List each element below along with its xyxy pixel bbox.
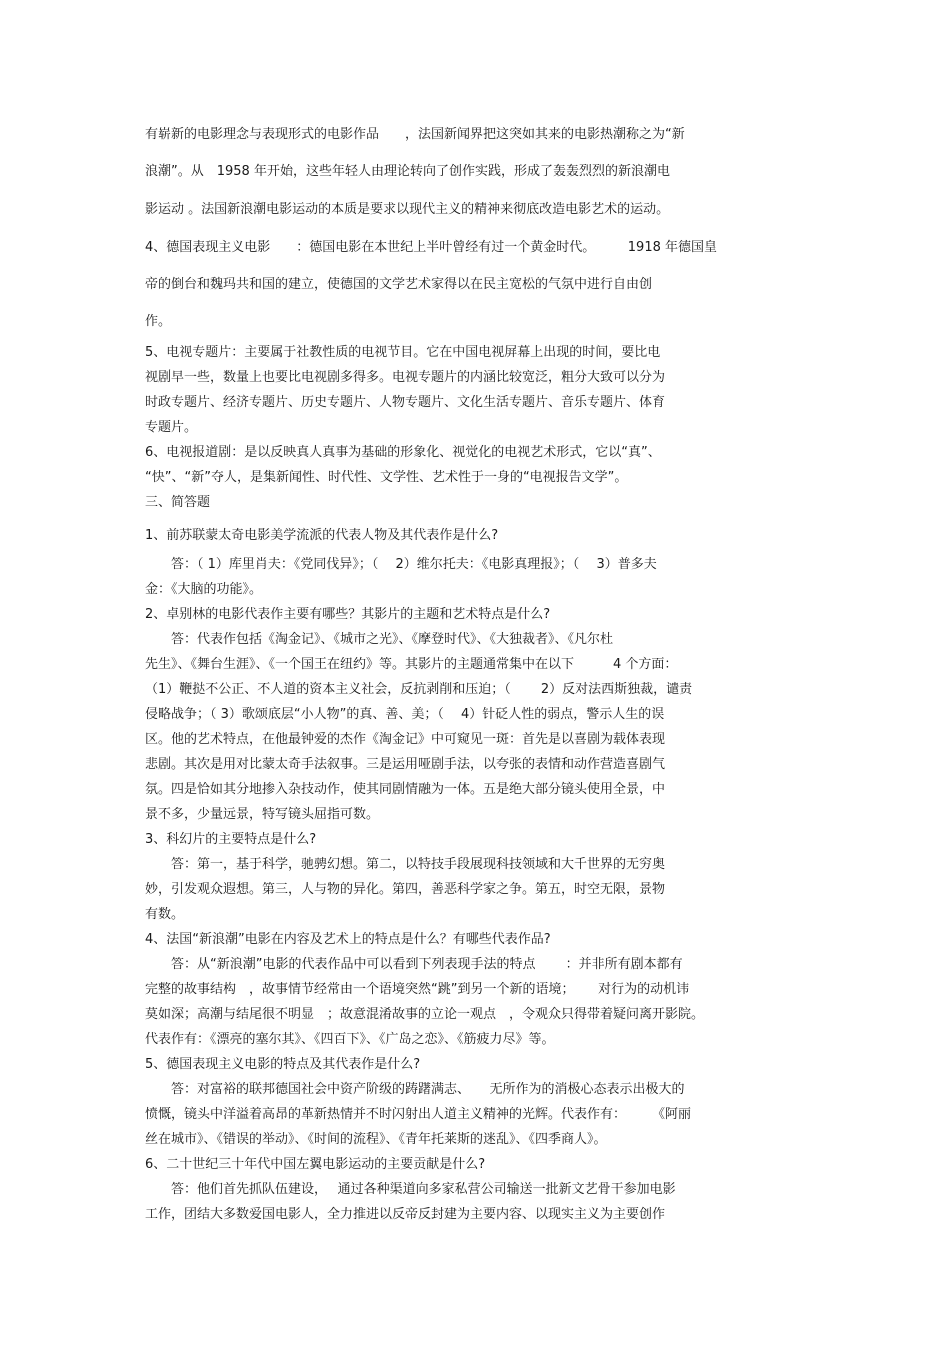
text-line: 4、德国表现主义电影 ：德国电影在本世纪上半叶曾经有过一个黄金时代。 1918 年德国皇: [145, 240, 717, 255]
text-line: 金：《大脑的功能》。: [145, 582, 263, 597]
text-line: 6、电视报道剧：是以反映真人真事为基础的形象化、视觉化的电视艺术形式，它以“真”、: [145, 445, 661, 460]
text-line: 答：对富裕的联邦德国社会中资产阶级的踌躇满志、 无所作为的消极心态表示出极大的: [145, 1082, 685, 1097]
text-line: 有数。: [145, 907, 185, 922]
text-line: 妙，引发观众遐想。第三，人与物的异化。第四，善恶科学家之争。第五，时空无限，景物: [145, 882, 666, 897]
text-line: 有崭新的电影理念与表现形式的电影作品 ，法国新闻界把这突如其来的电影热潮称之为“新: [145, 127, 685, 142]
text-line: 莫如深；高潮与结尾很不明显 ；故意混淆故事的立论一观点 ，令观众只得带着疑问离开影院。: [145, 1007, 705, 1022]
text-line: 氛。四是恰如其分地掺入杂技动作，使其同剧情融为一体。五是绝大部分镜头使用全景，中: [145, 782, 666, 797]
question-line: 5、德国表现主义电影的特点及其代表作是什么?: [145, 1057, 421, 1072]
question-line: 2、卓别林的电影代表作主要有哪些？其影片的主题和艺术特点是什么?: [145, 607, 551, 622]
text-line: 作。: [145, 314, 172, 329]
question-line: 4、法国“新浪潮”电影在内容及艺术上的特点是什么？有哪些代表作品?: [145, 932, 551, 947]
text-line: 答：从“新浪潮”电影的代表作品中可以看到下列表现手法的特点 ：并非所有剧本都有: [145, 957, 683, 972]
text-line: 答：他们首先抓队伍建设， 通过各种渠道向多家私营公司输送一批新文艺骨干参加电影: [145, 1182, 676, 1197]
text-line: 帝的倒台和魏玛共和国的建立，使德国的文学艺术家得以在民主宽松的气氛中进行自由创: [145, 277, 653, 292]
text-line: 5、电视专题片：主要属于社教性质的电视节目。它在中国电视屏幕上出现的时间，要比电: [145, 345, 661, 360]
text-line: 愤慨，镜头中洋溢着高昂的革新热情并不时闪射出人道主义精神的光辉。代表作有： 《阿丽: [145, 1107, 692, 1122]
text-line: 答：代表作包括《淘金记》、《城市之光》、《摩登时代》、《大独裁者》、《凡尔杜: [145, 632, 614, 647]
text-line: 视剧早一些，数量上也要比电视剧多得多。电视专题片的内涵比较宽泛，粗分大致可以分为: [145, 370, 666, 385]
text-line: 答：第一，基于科学，驰骋幻想。第二，以特技手段展现科技领域和大千世界的无穷奥: [145, 857, 666, 872]
text-line: 区。他的艺术特点，在他最钟爱的杰作《淘金记》中可窥见一斑：首先是以喜剧为载体表现: [145, 732, 666, 747]
text-line: 影运动 。法国新浪潮电影运动的本质是要求以现代主义的精神来彻底改造电影艺术的运动。: [145, 202, 670, 217]
text-line: （1）鞭挞不公正、不人道的资本主义社会，反抗剥削和压迫；（ 2）反对法西斯独裁，谴责: [145, 682, 693, 697]
question-line: 1、前苏联蒙太奇电影美学流派的代表人物及其代表作是什么?: [145, 528, 499, 543]
text-line: 代表作有：《漂亮的塞尔其》、《四百下》、《广岛之恋》、《筋疲力尽》等。: [145, 1032, 555, 1047]
text-line: 时政专题片、经济专题片、历史专题片、人物专题片、文化生活专题片、音乐专题片、体育: [145, 395, 666, 410]
text-line: 专题片。: [145, 420, 198, 435]
text-line: 悲剧。其次是用对比蒙太奇手法叙事。三是运用哑剧手法，以夸张的表情和动作营造喜剧气: [145, 757, 666, 772]
text-line: 侵略战争；（ 3）歌颂底层“小人物”的真、善、美；（ 4）针砭人性的弱点，警示人生的误: [145, 707, 665, 722]
text-line: 浪潮”。从 1958 年开始，这些年轻人由理论转向了创作实践，形成了轰轰烈烈的新浪潮电: [145, 164, 670, 179]
text-line: 答：（ 1）库里肖夫：《党同伐异》；（ 2）维尔托夫：《电影真理报》；（ 3）普多夫: [145, 557, 657, 572]
question-line: 6、二十世纪三十年代中国左翼电影运动的主要贡献是什么?: [145, 1157, 486, 1172]
text-line: 先生》、《舞台生涯》、《一个国王在纽约》等。其影片的主题通常集中在以下 4 个方面：: [145, 657, 678, 672]
text-line: 完整的故事结构 ，故事情节经常由一个语境突然“跳”到另一个新的语境； 对行为的动机讳: [145, 982, 690, 997]
text-line: 丝在城市》、《错误的举动》、《时间的流程》、《青年托莱斯的迷乱》、《四季商人》。: [145, 1132, 607, 1147]
text-line: 景不多，少量远景，特写镜头屈指可数。: [145, 807, 380, 822]
text-line: 工作，团结大多数爱国电影人，全力推进以反帝反封建为主要内容、以现实主义为主要创作: [145, 1207, 666, 1222]
section-heading: 三、简答题: [145, 495, 211, 510]
text-line: “快”、“新”夺人，是集新闻性、时代性、文学性、艺术性于一身的“电视报告文学”。: [145, 470, 628, 485]
question-line: 3、科幻片的主要特点是什么?: [145, 832, 317, 847]
